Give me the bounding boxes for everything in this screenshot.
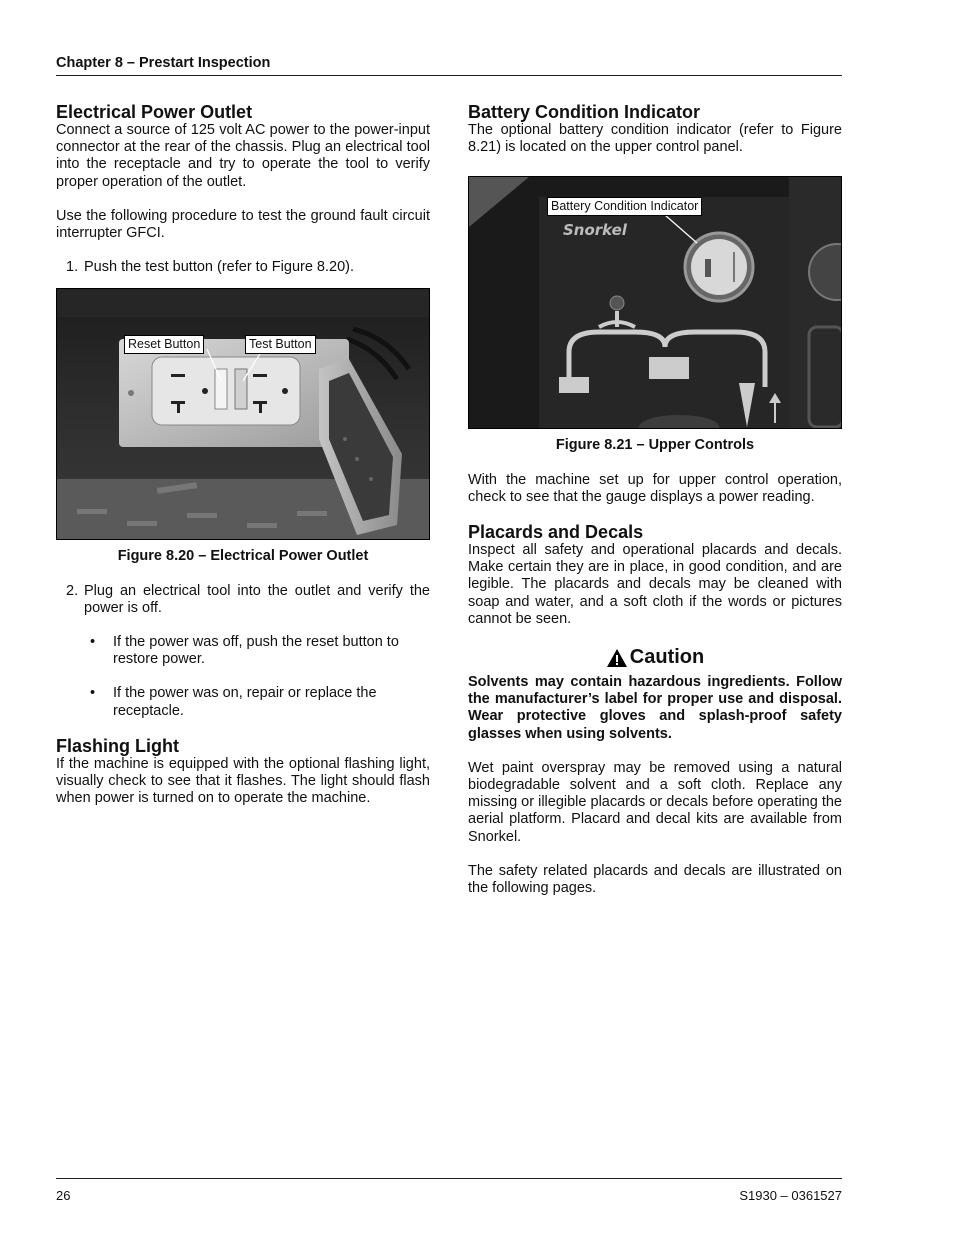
bullet-1-mark: • [90, 634, 96, 651]
flashing-light-heading: Flashing Light [56, 735, 179, 756]
figure-8-20-photo [56, 288, 430, 540]
chapter-header: Chapter 8 – Prestart Inspection [56, 55, 271, 71]
figure-8-21-caption: Figure 8.21 – Upper Controls [555, 437, 755, 454]
outlet-paragraph-1: Connect a source of 125 volt AC power to the power-input connector at the rear of the chassis. Plug an electrical tool into the receptacle and try to operate the tool to verify proper operation of the outlet. [56, 122, 430, 190]
step-2 [56, 583, 430, 617]
step-1-number: 1. [66, 259, 79, 276]
caution-heading [468, 648, 842, 668]
placards-heading: Placards and Decals [468, 522, 644, 543]
page-number: 26 [56, 1188, 71, 1203]
outlet-paragraph-2: Use the following procedure to test the ground fault circuit interrupter GFCI. [56, 207, 430, 242]
final-paragraph: The safety related placards and decals are illustrated on the following pages. [468, 862, 842, 897]
right-column [468, 102, 842, 897]
bullet-2 [56, 685, 430, 719]
figure-8-20-caption: Figure 8.20 – Electrical Power Outlet [117, 548, 369, 565]
header-rule [56, 75, 842, 76]
bullet-1 [56, 634, 430, 668]
placards-paragraph: Inspect all safety and operational placards and decals. Make certain they are in place, in good condition, and are legible. The placards and decals may be cleaned with soap and water, and a soft cloth if the words or pictures cannot be seen. [468, 542, 842, 627]
battery-paragraph-2: With the machine set up for upper control operation, check to see that the gauge displays a power reading. [468, 471, 842, 505]
caution-title: Caution [629, 646, 705, 669]
document-number: S1930 – 0361527 [739, 1188, 842, 1203]
bullet-1-text: If the power was off, push the reset button to restore power. [113, 634, 399, 668]
bullet-2-mark: • [90, 685, 96, 702]
caution-text: Solvents may contain hazardous ingredients. Follow the manufacturer’s label for proper use and disposal. Wear protective gloves and splash-proof safety glasses when using solvents. [468, 674, 842, 742]
step-2-number: 2. [66, 582, 79, 599]
outlet-heading: Electrical Power Outlet [56, 102, 253, 122]
left-column [56, 102, 430, 807]
test-button-callout: Test Button [245, 335, 316, 354]
footer-rule [56, 1178, 842, 1179]
snorkel-brand-label: Snorkel [563, 221, 627, 240]
paint-overspray-paragraph: Wet paint overspray may be removed using a natural biodegradable solvent and a soft cloth. Replace any missing or illegible placards or decals before operating the aerial platform. Placard and decal kits are available from Snorkel. [468, 759, 842, 845]
step-2-text: Plug an electrical tool into the outlet and verify the power is off. [84, 582, 430, 616]
reset-button-callout: Reset Button [124, 335, 204, 354]
step-1-text: Push the test button (refer to Figure 8.20). [84, 259, 355, 276]
bullet-2-text: If the power was on, repair or replace the receptacle. [113, 685, 377, 719]
battery-paragraph: The optional battery condition indicator (refer to Figure 8.21) is located on the upper control panel. [468, 122, 842, 156]
battery-indicator-callout: Battery Condition Indicator [547, 197, 702, 216]
warning-triangle-icon [606, 648, 628, 668]
flashing-light-paragraph: If the machine is equipped with the optional flashing light, visually check to see that it flashes. The light should flash when power is turned on to operate the machine. [56, 755, 430, 807]
battery-heading: Battery Condition Indicator [468, 102, 701, 122]
step-1 [56, 259, 430, 276]
figure-8-21-photo [468, 176, 842, 429]
outlet-photo-illustration [57, 289, 430, 540]
